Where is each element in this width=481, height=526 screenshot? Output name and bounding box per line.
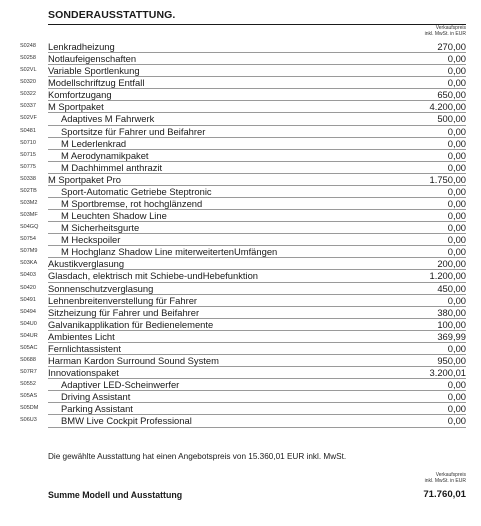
option-label: Lehnenbreitenverstellung für Fahrer (48, 294, 198, 306)
equipment-row (0, 150, 481, 162)
option-label: M Dachhimmel anthrazit (61, 161, 163, 173)
option-price: 450,00 (437, 282, 466, 294)
equipment-row (0, 415, 481, 427)
option-price: 0,00 (447, 137, 466, 149)
option-code: S0337 (20, 103, 36, 110)
equipment-row (0, 210, 481, 222)
option-code: S04U0 (20, 320, 37, 327)
option-price: 0,00 (447, 379, 466, 391)
option-label: Adaptives M Fahrwerk (61, 113, 155, 125)
option-price: 950,00 (437, 355, 466, 367)
option-price: 3.200,01 (429, 367, 466, 379)
option-label: Sonnenschutzverglasung (48, 282, 154, 294)
option-price: 0,00 (447, 77, 466, 89)
option-label: M Hochglanz Shadow Line miterweitertenUmfängen (61, 246, 278, 258)
equipment-row (0, 41, 481, 53)
option-label: Adaptiver LED-Scheinwerfer (61, 379, 180, 391)
option-price: 0,00 (447, 210, 466, 222)
equipment-row (0, 234, 481, 246)
option-code: S0775 (20, 163, 36, 170)
equipment-row (0, 174, 481, 186)
equipment-list (0, 41, 481, 428)
equipment-row (0, 403, 481, 415)
option-price: 1.750,00 (429, 173, 466, 185)
option-label: Lenkradheizung (48, 41, 115, 52)
option-code: S0420 (20, 284, 36, 291)
option-code: S0710 (20, 139, 36, 146)
option-price: 0,00 (447, 342, 466, 354)
equipment-row (0, 319, 481, 331)
option-price: 0,00 (447, 246, 466, 258)
section-title: SONDERAUSSTATTUNG. (48, 9, 176, 21)
option-price: 0,00 (447, 125, 466, 137)
option-code: S0258 (20, 55, 36, 62)
option-code: S0481 (20, 127, 36, 134)
equipment-row (0, 246, 481, 258)
option-price: 0,00 (447, 65, 466, 77)
option-code: S02TB (20, 187, 37, 194)
price-header-line1: Verkaufspreis (435, 25, 466, 31)
summary-label: Summe Modell und Ausstattung (48, 490, 183, 500)
summary-price-header (425, 472, 466, 484)
option-code: S04GQ (20, 224, 39, 231)
option-label: Sport-Automatic Getriebe Steptronic (61, 185, 212, 197)
option-price: 369,99 (437, 330, 466, 342)
equipment-row (0, 283, 481, 295)
option-label: Sitzheizung für Fahrer und Beifahrer (48, 306, 200, 318)
option-code: S0248 (20, 43, 36, 49)
option-code: S0715 (20, 151, 36, 158)
option-code: S0338 (20, 175, 36, 182)
option-price: 0,00 (447, 53, 466, 65)
equipment-row (0, 89, 481, 101)
option-label: Modellschriftzug Entfall (48, 77, 145, 89)
option-label: Galvanikapplikation für Bedienelemente (48, 318, 214, 330)
equipment-row (0, 53, 481, 65)
equipment-row (0, 77, 481, 89)
option-code: S05AS (20, 393, 38, 400)
option-code: S02VL (20, 67, 37, 74)
equipment-row (0, 379, 481, 391)
option-price: 0,00 (447, 161, 466, 173)
option-price: 4.200,00 (429, 101, 466, 113)
equipment-row (0, 331, 481, 343)
equipment-row (0, 391, 481, 403)
equipment-row (0, 222, 481, 234)
option-price: 0,00 (447, 415, 466, 427)
option-label: Fernlichtassistent (48, 342, 121, 354)
option-label: Variable Sportlenkung (48, 65, 140, 77)
equipment-row (0, 270, 481, 282)
option-code: S0494 (20, 308, 36, 315)
option-price: 270,00 (437, 41, 466, 52)
option-label: Glasdach, elektrisch mit Schiebe-undHebefunktion (48, 270, 259, 282)
price-column-header (425, 25, 466, 37)
title-divider (48, 24, 466, 25)
option-label: M Sportpaket (48, 101, 104, 113)
option-price: 0,00 (447, 391, 466, 403)
option-label: Harman Kardon Surround Sound System (48, 355, 219, 367)
option-code: S0754 (20, 236, 36, 243)
option-label: Notlaufeigenschaften (48, 53, 137, 65)
option-label: M Lederlenkrad (61, 137, 127, 149)
option-code: S05AC (20, 344, 38, 351)
row-divider (48, 427, 466, 428)
equipment-row (0, 355, 481, 367)
option-code: S07R7 (20, 369, 37, 376)
equipment-row (0, 198, 481, 210)
option-code: S0320 (20, 79, 36, 86)
summary-header-line1: Verkaufspreis (435, 472, 466, 478)
equipment-row (0, 343, 481, 355)
equipment-row (0, 138, 481, 150)
equipment-row (0, 126, 481, 138)
equipment-row (0, 367, 481, 379)
option-code: S0403 (20, 272, 36, 279)
option-code: S06U3 (20, 417, 37, 424)
option-code: S0552 (20, 381, 36, 388)
option-code: S0688 (20, 357, 36, 364)
option-label: M Sportbremse, rot hochglänzend (61, 198, 203, 210)
option-label: Ambientes Licht (48, 330, 115, 342)
option-label: Akustikverglasung (48, 258, 125, 270)
price-header-line2: inkl. MwSt. in EUR (424, 31, 466, 37)
equipment-row (0, 113, 481, 125)
option-price: 0,00 (447, 149, 466, 161)
option-label: Sportsitze für Fahrer und Beifahrer (61, 125, 206, 137)
option-label: Driving Assistant (61, 391, 131, 403)
option-code: S07M9 (20, 248, 38, 255)
summary-header-line2: inkl. MwSt. in EUR (424, 478, 466, 484)
option-label: M Sportpaket Pro (48, 173, 121, 185)
option-code: S04UR (20, 332, 38, 339)
option-price: 500,00 (437, 113, 466, 125)
equipment-row (0, 101, 481, 113)
option-price: 200,00 (437, 258, 466, 270)
option-label: M Sicherheitsgurte (61, 222, 140, 234)
equipment-row (0, 295, 481, 307)
option-code: S0491 (20, 296, 36, 303)
option-price: 1.200,00 (429, 270, 466, 282)
option-price: 650,00 (437, 89, 466, 101)
option-label: Komfortzugang (48, 89, 112, 101)
summary-value: 71.760,01 (423, 489, 466, 500)
equipment-row (0, 258, 481, 270)
option-label: M Leuchten Shadow Line (61, 210, 167, 222)
option-price: 100,00 (437, 318, 466, 330)
option-price: 0,00 (447, 234, 466, 246)
option-code: S03M2 (20, 200, 38, 207)
option-code: S03KA (20, 260, 38, 267)
option-code: S0322 (20, 91, 36, 98)
option-price: 0,00 (447, 198, 466, 210)
equipment-row (0, 186, 481, 198)
option-price: 0,00 (447, 403, 466, 415)
option-code: S03MF (20, 212, 38, 219)
option-code: S05DM (20, 405, 39, 412)
option-code: S02VF (20, 115, 37, 122)
option-label: Parking Assistant (61, 403, 133, 415)
equipment-row (0, 307, 481, 319)
offer-price-note: Die gewählte Ausstattung hat einen Angebotspreis von 15.360,01 EUR inkl. MwSt. (48, 452, 347, 461)
option-label: Innovationspaket (48, 367, 119, 379)
option-label: M Aerodynamikpaket (61, 149, 149, 161)
option-label: M Heckspoiler (61, 234, 121, 246)
option-price: 0,00 (447, 185, 466, 197)
option-price: 380,00 (437, 306, 466, 318)
equipment-row (0, 162, 481, 174)
option-price: 0,00 (447, 294, 466, 306)
option-label: BMW Live Cockpit Professional (61, 415, 192, 427)
equipment-row (0, 65, 481, 77)
option-price: 0,00 (447, 222, 466, 234)
